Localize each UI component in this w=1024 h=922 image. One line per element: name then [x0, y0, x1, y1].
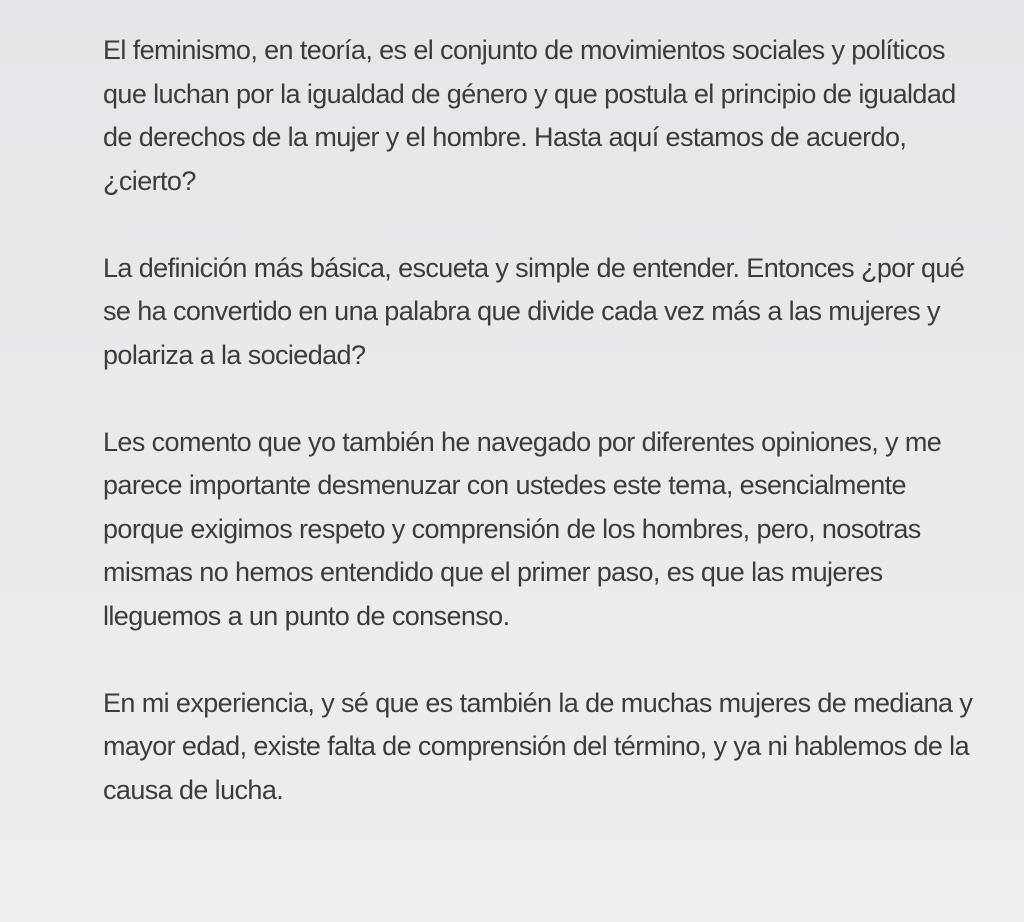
- paragraph-opinions: Les comento que yo también he navegado por diferentes opiniones, y me parece importante desmenuzar con ustedes este tema, esencialmente porque exigimos respeto y comprensión de los hombres, pero, nosotras mismas no hemos entendido que el primer paso, es que las mujeres lleguemos a un punto de consenso.: [103, 426, 942, 631]
- paragraph-experience: En mi experiencia, y sé que es también la de muchas mujeres de mediana y mayor edad, existe falta de comprensión del término, y ya ni hablemos de la causa de lucha.: [103, 687, 973, 805]
- article-body: [103, 29, 983, 812]
- paragraph-definition: El feminismo, en teoría, es el conjunto de movimientos sociales y políticos que luchan por la igualdad de género y que postula el principio de igualdad de derechos de la mujer y el hombre. Hasta aquí estamos de acuerdo, ¿cierto?: [103, 35, 956, 196]
- paragraph-question: La definición más básica, escueta y simple de entender. Entonces ¿por qué se ha convertido en una palabra que divide cada vez más a las mujeres y polariza a la sociedad?: [103, 252, 965, 370]
